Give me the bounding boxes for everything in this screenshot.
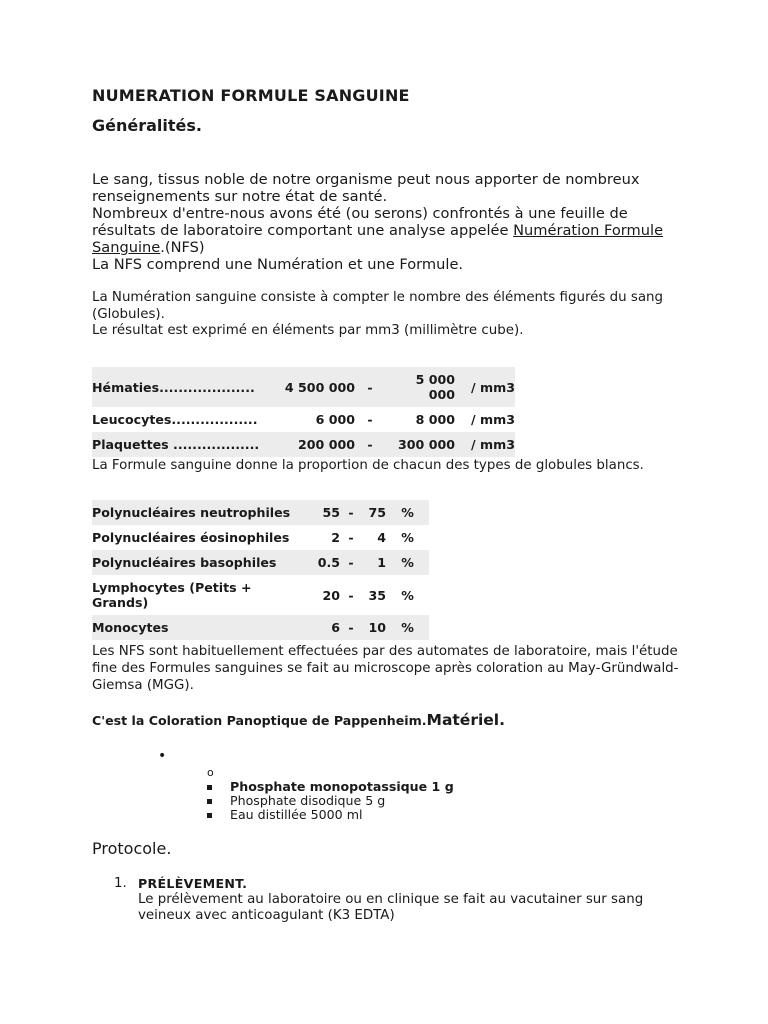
cell-low: 0.5 [317,555,340,570]
table-row [92,575,429,615]
intro-line-2-suffix: .(NFS) [160,239,205,256]
nfs-description [92,643,692,694]
cell-name: Polynucléaires neutrophiles [92,505,291,520]
cell-dash: - [348,555,354,570]
list-item-text: Phosphate disodique 5 g [230,793,386,808]
numeration-line-2: Le résultat est exprimé en éléments par mm3 (millimètre cube). [92,323,524,338]
cell-dash: - [367,437,373,452]
cell-low: 200 000 [298,437,355,452]
nfs-link[interactable]: Numération Formule Sanguine [92,222,664,256]
table-row [92,500,429,525]
cell-name: Plaquettes .................. [92,437,260,452]
section-heading-materiel: Matériel. [426,711,505,729]
cell-name: Leucocytes.................. [92,412,258,427]
table-row [92,367,515,407]
cell-name: Polynucléaires basophiles [92,555,277,570]
formule-table [92,500,429,640]
table-row [92,432,515,457]
intro-paragraph [92,171,692,273]
page-title: NUMERATION FORMULE SANGUINE [92,86,410,105]
numeration-line-1: La Numération sanguine consiste à compter le nombre des éléments figurés du sang (Globules). [92,290,664,322]
intro-line-2 [92,205,692,256]
list-item-text: Phosphate monopotassique 1 g [230,779,454,794]
step-number: 1. [114,876,127,891]
table-row [92,615,429,640]
cell-dash: - [348,530,354,545]
cell-low: 20 [322,587,340,603]
intro-line-1: Le sang, tissus noble de notre organisme peut nous apporter de nombreux renseignements sur notre état de santé. [92,171,640,205]
cell-name: Hématies.................... [92,379,255,395]
cell-high: 300 000 [398,437,455,452]
cell-unit: % [401,555,414,570]
cell-high: 35 [368,587,386,603]
circle-marker: o [207,766,214,779]
cell-low: 6 [331,620,340,635]
cell-unit: / mm3 [471,437,515,452]
cell-low: 55 [322,505,340,520]
section-heading-generalites: Généralités. [92,116,202,135]
cell-high-line-1: 5 000 [415,372,455,387]
step-heading: PRÉLÈVEMENT. [138,876,248,891]
step-content [138,876,698,924]
formule-description [92,458,692,475]
materiel-list [207,780,454,822]
cell-name: Polynucléaires éosinophiles [92,530,290,545]
cell-unit: / mm3 [471,412,515,427]
cell-high: 8 000 [415,412,455,427]
cell-low: 4 500 000 [284,379,355,395]
list-item [207,808,454,822]
list-item [207,780,454,794]
cell-low: 6 000 [315,412,355,427]
square-bullet-icon [207,785,212,790]
cell-dash: - [367,412,373,427]
cell-high: 10 [368,620,386,635]
cell-high [385,367,455,407]
cell-high-line-2: 000 [428,387,455,402]
cell-dash: - [367,379,373,395]
coloration-line [92,711,505,729]
cell-high: 1 [377,555,386,570]
square-bullet-icon [207,799,212,804]
cell-high: 75 [368,505,386,520]
intro-line-2-text: Nombreux d'entre-nous avons été (ou serons) confrontés à une feuille de résultats de laboratoire comportant une analyse appelée [92,205,628,239]
square-bullet-icon [207,813,212,818]
intro-line-3: La NFS comprend une Numération et une Formule. [92,256,464,273]
cell-dash: - [348,587,354,603]
list-item-text: Eau distillée 5000 ml [230,807,363,822]
section-heading-protocole: Protocole. [92,839,172,858]
cell-unit: % [401,530,414,545]
cell-low: 2 [331,530,340,545]
table-row [92,550,429,575]
cell-name: Lymphocytes (Petits + Grands) [92,580,252,610]
cell-unit: % [401,620,414,635]
numeration-table [92,367,515,457]
cell-dash: - [348,620,354,635]
nfs-line: Les NFS sont habituellement effectuées par des automates de laboratoire, mais l'étude fine des Formules sanguines se fait au microscope après coloration au May-Gründwald-Giemsa (MGG). [92,644,679,693]
list-item [207,794,454,808]
numeration-description [92,290,692,340]
table-row [92,525,429,550]
cell-unit: % [401,587,414,603]
bullet-marker: • [158,748,167,764]
cell-unit: % [401,505,414,520]
cell-unit: / mm3 [471,379,515,395]
step-text: Le prélèvement au laboratoire ou en clinique se fait au vacutainer sur sang veineux avec anticoagulant (K3 EDTA) [138,892,644,923]
cell-name: Monocytes [92,620,169,635]
table-row [92,407,515,432]
coloration-text: C'est la Coloration Panoptique de Pappenheim. [92,713,427,728]
cell-dash: - [348,505,354,520]
formule-line: La Formule sanguine donne la proportion de chacun des types de globules blancs. [92,458,644,473]
cell-high: 4 [377,530,386,545]
